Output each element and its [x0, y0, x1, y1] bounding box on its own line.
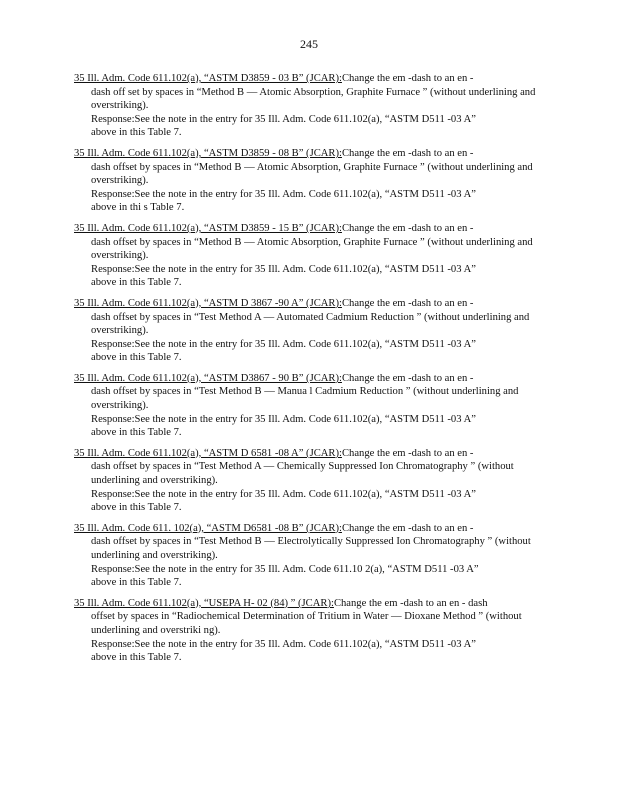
entry-response: Response:See the note in the entry for 35 Ill. Adm. Code 611.102(a), “ASTM D511 -03 A” — [91, 413, 476, 425]
entry-change-start: Change the em -dash to an en - dash — [333, 597, 488, 609]
entry-change-text: dash off set by spaces in “Method B — Atomic Absorption, Graphite Furnace ” (without underlining and overstriking). — [91, 86, 536, 112]
entry-change-text: dash offset by spaces in “Test Method B — Manua l Cadmium Reduction ” (without underlining and overstriking). — [91, 386, 519, 412]
entry-response: Response:See the note in the entry for 35 Ill. Adm. Code 611.102(a), “ASTM D511 -03 A” — [91, 338, 476, 350]
entry-3 — [74, 222, 544, 290]
entry-first-line — [74, 222, 544, 236]
entry-citation: 35 Ill. Adm. Code 611.102(a), “ASTM D 6581 -08 A” (JCAR): — [74, 447, 342, 459]
entry-5 — [74, 372, 544, 440]
entry-first-line — [74, 372, 544, 386]
entry-response-end: above in this Table 7. — [91, 352, 182, 364]
entry-change-start: Change the em -dash to an en - — [341, 297, 474, 309]
entry-change-text: dash offset by spaces in “Test Method B — Electrolytically Suppressed Ion Chromatography ” (without underlining and overstriking). — [91, 536, 531, 561]
entry-change-start: Change the em -dash to an en - — [341, 447, 474, 459]
entry-citation: 35 Ill. Adm. Code 611.102(a), “ASTM D3859 - 03 B” (JCAR): — [74, 73, 342, 84]
entry-change-start: Change the em -dash to an en - — [341, 372, 474, 384]
entry-change-text: dash offset by spaces in “Test Method A — Chemically Suppressed Ion Chromatography ” (without underlining and overstriking). — [91, 461, 514, 487]
entry-change-text: dash offset by spaces in “Method B — Atomic Absorption, Graphite Furnace ” (without underlining and overstriking). — [91, 236, 533, 262]
entry-citation: 35 Ill. Adm. Code 611.102(a), “ASTM D 3867 -90 A” (JCAR): — [74, 297, 342, 309]
entry-citation: 35 Ill. Adm. Code 611.102(a), “USEPA H- 02 (84) ” (JCAR): — [74, 597, 334, 609]
entry-4 — [74, 297, 544, 365]
entry-response-end: above in this Table 7. — [91, 127, 182, 139]
entry-citation: 35 Ill. Adm. Code 611.102(a), “ASTM D3859 - 15 B” (JCAR): — [74, 222, 342, 234]
entry-response-end: above in this Table 7. — [91, 577, 182, 589]
entry-first-line — [74, 447, 544, 461]
entry-response: Response:See the note in the entry for 35 Ill. Adm. Code 611.102(a), “ASTM D511 -03 A” — [91, 488, 476, 500]
page-number: 245 — [300, 37, 318, 51]
entry-change-start: Change the em -dash to an en - — [341, 73, 474, 84]
entry-response: Response:See the note in the entry for 35 Ill. Adm. Code 611.10 2(a), “ASTM D511 -03 A” — [91, 563, 479, 575]
entry-change-text: dash offset by spaces in “Method B — Atomic Absorption, Graphite Furnace ” (without underlining and overstriking). — [91, 161, 533, 187]
entry-response-end: above in thi s Table 7. — [91, 202, 185, 214]
entry-response-end: above in this Table 7. — [91, 502, 182, 514]
entry-7 — [74, 522, 544, 590]
entry-response-end: above in this Table 7. — [91, 277, 182, 289]
entry-citation: 35 Ill. Adm. Code 611.102(a), “ASTM D3867 - 90 B” (JCAR): — [74, 372, 342, 384]
entry-response-end: above in this Table 7. — [91, 427, 182, 439]
entry-1 — [74, 72, 544, 140]
entry-2 — [74, 147, 544, 215]
entry-response: Response:See the note in the entry for 35 Ill. Adm. Code 611.102(a), “ASTM D511 -03 A” — [91, 263, 476, 275]
entry-change-text: offset by spaces in “Radiochemical Determination of Tritium in Water — Dioxane Method ” (without underlining and overstriki ng). — [91, 611, 522, 636]
entry-first-line — [74, 297, 544, 311]
entry-response: Response:See the note in the entry for 35 Ill. Adm. Code 611.102(a), “ASTM D511 -03 A” — [91, 638, 476, 650]
entry-response: Response:See the note in the entry for 35 Ill. Adm. Code 611.102(a), “ASTM D511 -03 A” — [91, 113, 476, 125]
entry-response: Response:See the note in the entry for 35 Ill. Adm. Code 611.102(a), “ASTM D511 -03 A” — [91, 188, 476, 200]
entry-citation: 35 Ill. Adm. Code 611. 102(a), “ASTM D6581 -08 B” (JCAR): — [74, 522, 342, 534]
entry-first-line — [74, 147, 544, 161]
entry-change-text: dash offset by spaces in “Test Method A — Automated Cadmium Reduction ” (without underlining and overstriking). — [91, 311, 530, 337]
entry-8 — [74, 597, 544, 665]
entry-citation: 35 Ill. Adm. Code 611.102(a), “ASTM D3859 - 08 B” (JCAR): — [74, 147, 342, 159]
entry-first-line — [74, 522, 544, 536]
entry-first-line — [74, 72, 544, 86]
entry-change-start: Change the em -dash to an en - — [341, 222, 474, 234]
entry-first-line — [74, 597, 544, 611]
entry-change-start: Change the em -dash to an en - — [341, 147, 474, 159]
entry-change-start: Change the em -dash to an en - — [341, 522, 474, 534]
entry-6 — [74, 447, 544, 515]
entry-response-end: above in this Table 7. — [91, 652, 182, 664]
comment-entries — [74, 72, 544, 672]
